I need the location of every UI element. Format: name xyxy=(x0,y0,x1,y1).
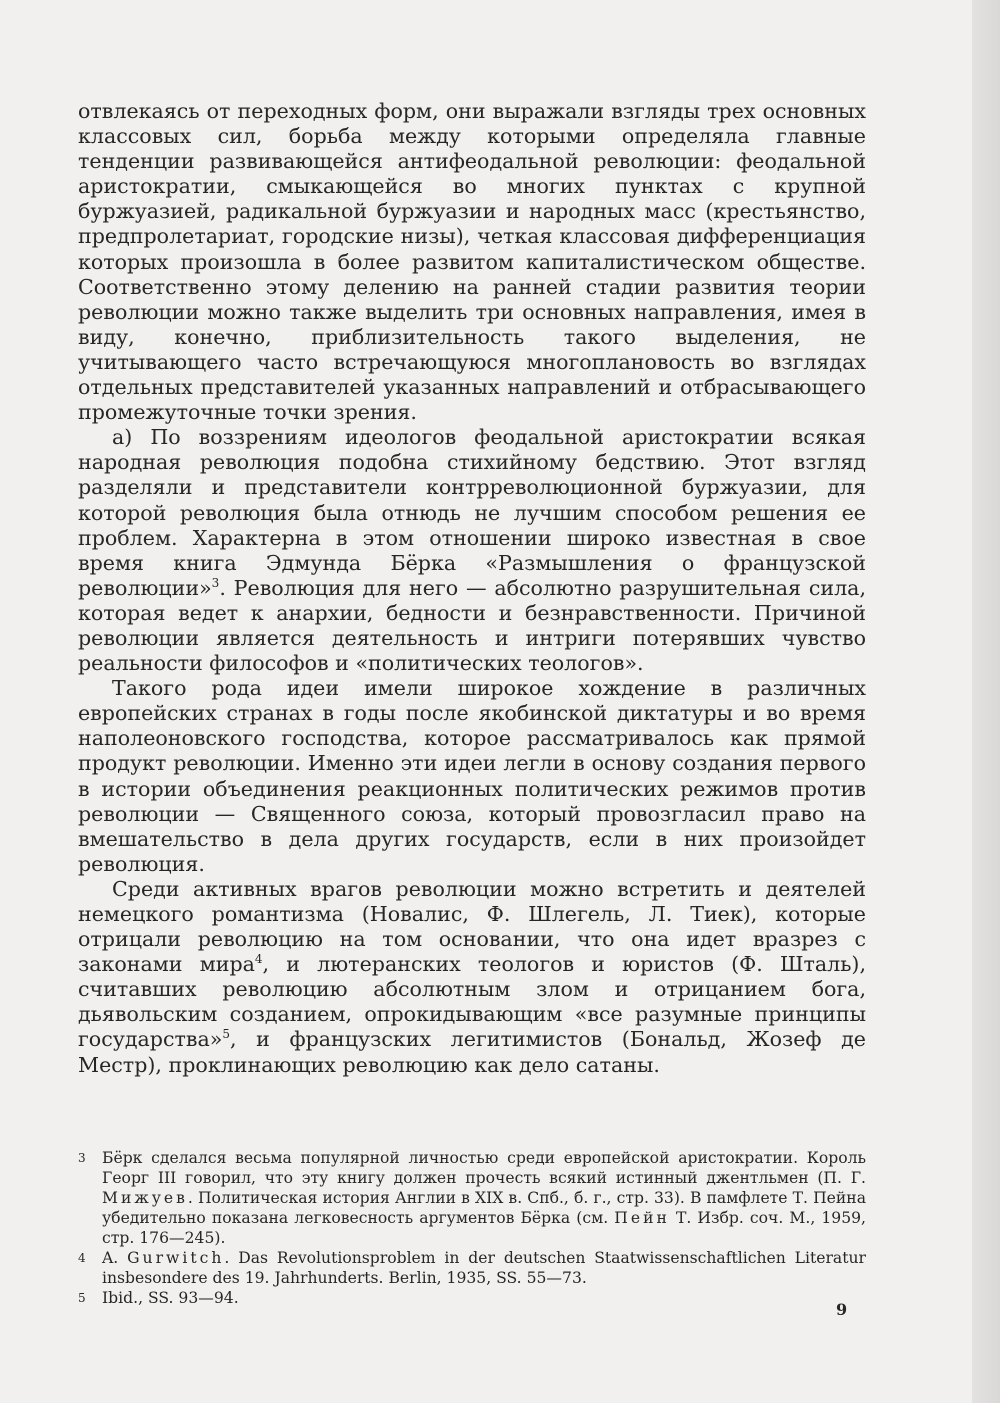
footnote-mark: 5 xyxy=(78,1291,86,1305)
text-run: Бёрк сделался весьма популярной личностью среди европейской аристократии. Король Георг III говорил, что эту книгу должен прочесть всякий истинный джентльмен (П. Г. xyxy=(102,1149,866,1187)
author-name: Gurwitch xyxy=(127,1249,225,1267)
text-run: Ibid., SS. 93—94. xyxy=(102,1289,239,1307)
text-run: Такого рода идеи имели широкое хождение в различных европейских странах в годы после якобинской диктатуры и во время наполеоновского господства, которое рассматривалось как прямой продукт революции. Именно эти идеи легли в основу создания первого в истории объединения реакционных политических режимов против революции — Священного союза, который провозгласил право на вмешательство в дела других государств, если в них произойдет революция. xyxy=(78,676,866,876)
footnote-mark: 3 xyxy=(78,1151,86,1165)
text-run: A. xyxy=(102,1249,128,1267)
footnote-reference: 4 xyxy=(254,952,263,967)
text-run: отвлекаясь от переходных форм, они выражали взгляды трех основных классовых сил, борьба между которыми определяла главные тенденции развивающейся антифеодальной революции: феодальной аристократии, смыкающейся во многих пунктах с крупной буржуазией, радикальной буржуазии и народных масс (крестьянство, предпролетариат, городские низы), четкая классовая дифференциация которых произошла в более развитом капиталистическом обществе. Соответственно этому делению на ранней стадии развития теории революции можно также выделить три основных направления, имея в виду, конечно, приблизительность такого выделения, не учитывающего часто встречающуюся многоплановость во взглядах отдельных представителей указанных направлений и отбрасывающего промежуточные точки зрения. xyxy=(78,99,866,425)
text-run: . Революция для него — абсолютно разрушительная сила, которая ведет к анархии, бедности и безнравственности. Причиной революции является деятельность и интриги потерявших чувство реальности философов и «политических теологов». xyxy=(78,575,866,676)
footnotes xyxy=(78,1148,866,1308)
author-name: Мижуев xyxy=(102,1189,188,1207)
text-run: а) По воззрениям идеологов феодальной аристократии всякая народная революция подобна стихийному бедствию. Этот взгляд разделяли и представители контрреволюционной буржуазии, для которой революция была отнюдь не лучшим способом решения ее проблем. Характерна в этом отношении широко известная в свое время книга Эдмунда Бёрка «Размышления о французской революции» xyxy=(78,425,866,600)
footnote-mark: 4 xyxy=(78,1251,86,1265)
page-number: 9 xyxy=(836,1300,848,1319)
author-name: Пейн xyxy=(614,1209,670,1227)
paragraph xyxy=(78,676,866,877)
text-run: , и лютеранских теологов и юристов (Ф. Шталь), считавших революцию абсолютным злом и отрицанием бога, дьявольским созданием, опрокидывающим «все разумные принципы государства» xyxy=(78,952,866,1052)
text-run: . Политическая история Англии в XIX в. Спб., б. г., стр. 33). В памфлете Т. Пейна убедительно показана легковесность аргументов Бёрка (см. xyxy=(102,1189,866,1227)
text-run: . Das Revolutionsproblem in der deutschen Staatwissenschaftlichen Literatur insbesondere des 19. Jahrhunderts. Berlin, 1935, SS. 55—73. xyxy=(102,1249,866,1287)
main-text xyxy=(78,99,866,1078)
footnote-reference: 5 xyxy=(222,1027,231,1042)
text-run: Среди активных врагов революции можно встретить и деятелей немецкого романтизма (Новалис, Ф. Шлегель, Л. Тиек), которые отрицали революцию на том основании, что она идет вразрез с законами мира xyxy=(78,876,866,977)
paragraph xyxy=(78,425,866,676)
paragraph xyxy=(78,877,866,1078)
text-run: Т. Избр. соч. М., 1959, стр. 176—245). xyxy=(102,1209,866,1247)
footnote xyxy=(78,1288,866,1308)
paragraph xyxy=(78,99,866,425)
footnote-reference: 3 xyxy=(211,575,220,590)
text-run: , и французских легитимистов (Бональд, Жозеф де Местр), проклинающих революцию как дело сатаны. xyxy=(78,1027,866,1077)
footnote xyxy=(78,1248,866,1288)
footnote xyxy=(78,1148,866,1248)
